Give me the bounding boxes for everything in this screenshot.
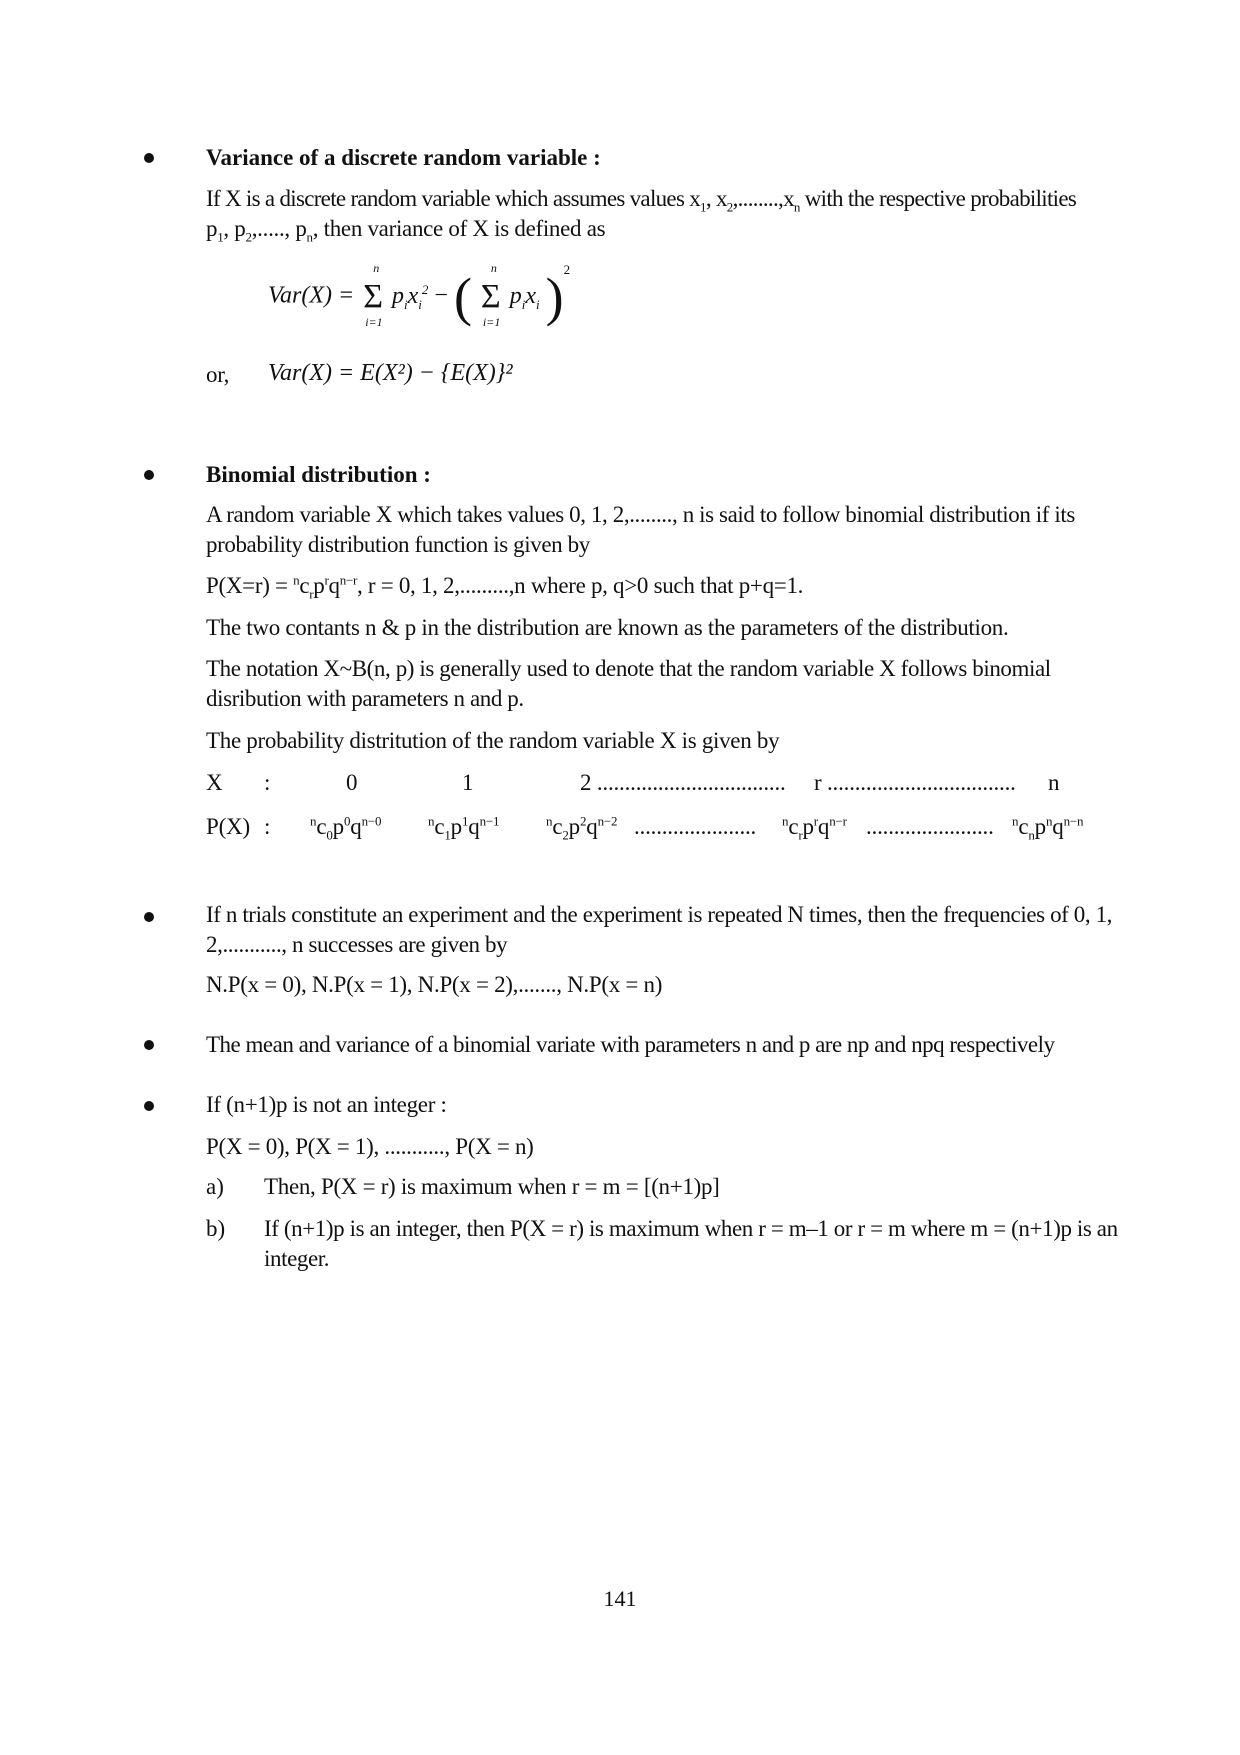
item-b-text: If (n+1)p is an integer, then P(X = r) is maximum when r = m–1 or r = m where m = (n+1)p is an integer. — [264, 1216, 1118, 1271]
page-number: 141 — [603, 1586, 637, 1611]
bullet — [144, 470, 154, 480]
variance-intro-line2: $p_1$, $p_2$,....., $p_n$, then variance of X is defined as — [206, 216, 606, 245]
parameters-note: The two contants n & p in the distribution are known as the parameters of the distribution. — [206, 615, 1009, 640]
or-label: or, — [206, 362, 230, 387]
bullet — [144, 153, 154, 163]
variance-formula-2: Var(X) = E(X²) − {E(X)}² — [268, 360, 513, 386]
non-integer-note: If (n+1)p is not an integer : — [206, 1092, 447, 1117]
bullet — [144, 912, 154, 922]
binomial-intro: A random variable X which takes values 0, 1, 2,........, n is said to follow binomial distribution if its probability distribution function is given by — [206, 502, 1075, 557]
distribution-row-px: P(X) : $^nc_0p^0q^{n-0}$ $^nc_1p^1q^{n-1}$ $^nc_2p^2q^{n-2}$ ...................... $^nc_rp^rq^{n-r}$ ....................... $^nc_np^nq^{n-n}$ — [206, 813, 1084, 843]
notation-note: The notation X~B(n, p) is generally used to denote that the random variable X follows binomial disribution with parameters n and p. — [206, 656, 1051, 711]
distribution-intro: The probability distritution of the random variable X is given by — [206, 728, 780, 753]
frequencies-formula: N.P(x = 0), N.P(x = 1), N.P(x = 2),......., N.P(x = n) — [206, 972, 663, 997]
item-b-label: b) — [206, 1216, 226, 1241]
frequencies-note: If n trials constitute an experiment and the experiment is repeated N times, then the frequencies of 0, 1, 2,..........., n successes are given by — [206, 902, 1113, 957]
variance-intro-line1: If X is a discrete random variable which assumes values $x_1$, $x_2,........,x_n$ with the respective probabilities — [206, 186, 1077, 215]
bullet — [144, 1101, 154, 1111]
mean-variance-note: The mean and variance of a binomial variate with parameters n and p are np and npq respectively — [206, 1032, 1055, 1057]
section-heading-variance: Variance of a discrete random variable : — [206, 145, 601, 170]
bullet — [144, 1040, 154, 1050]
binomial-pmf: $P(X=r) = ^nc_rp^rq^{n-r}$, r = 0, 1, 2,.........,n where p, q>0 such that p+q=1. — [206, 572, 804, 602]
distribution-row-x: X : 0 1 2 .................................. r .................................. n — [206, 770, 1060, 795]
probabilities-list: P(X = 0), P(X = 1), ..........., P(X = n) — [206, 1134, 534, 1159]
item-a-text: Then, P(X = r) is maximum when r = m = [(n+1)p] — [264, 1174, 720, 1199]
item-a-label: a) — [206, 1174, 224, 1199]
variance-formula-1: Var(X) = Σ n i=1 $p_ix_i^2$ − ( Σ n i=1 $p_ix_i$ )$^2$ — [268, 261, 571, 329]
section-heading-binomial: Binomial distribution : — [206, 462, 431, 487]
